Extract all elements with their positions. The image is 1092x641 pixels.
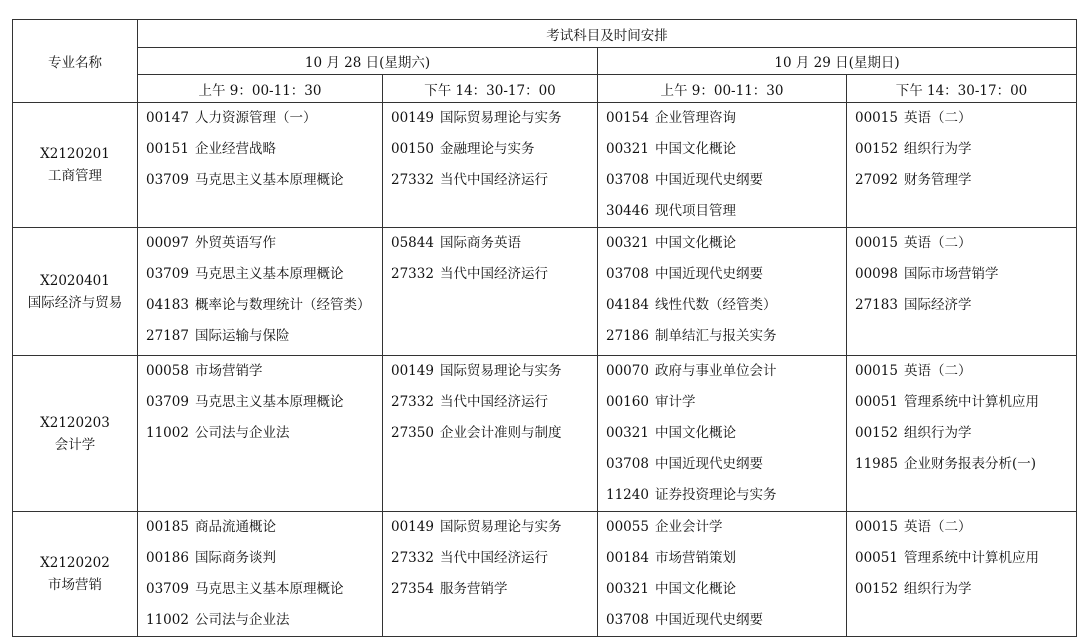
course-name: 中国近现代史纲要 <box>654 266 763 282</box>
course-item <box>847 543 1076 574</box>
course-code: 03709 <box>146 172 189 188</box>
course-item <box>138 543 382 574</box>
course-code: 00149 <box>391 363 434 379</box>
course-name: 中国近现代史纲要 <box>654 456 763 472</box>
slot-cell-oct28-am <box>138 103 383 228</box>
course-code: 27187 <box>146 328 189 344</box>
course-name: 企业会计准则与制度 <box>439 425 562 441</box>
course-code: 27332 <box>391 394 434 410</box>
slot-header-oct28-am: 上午 9：00-11：30 <box>138 75 383 103</box>
course-code: 03709 <box>146 266 189 282</box>
course-name: 证券投资理论与实务 <box>654 487 777 503</box>
slot-cell-oct29-am <box>598 356 847 512</box>
course-name: 国际贸易理论与实务 <box>439 363 562 379</box>
course-name: 政府与事业单位会计 <box>654 363 777 379</box>
course-code: 27332 <box>391 266 434 282</box>
course-item <box>598 512 846 543</box>
major-code: X2020401 <box>40 272 110 289</box>
course-name: 当代中国经济运行 <box>439 394 548 410</box>
course-name: 当代中国经济运行 <box>439 550 548 566</box>
major-cell <box>13 228 138 356</box>
course-code: 00058 <box>146 363 189 379</box>
course-item <box>383 356 597 387</box>
course-name: 组织行为学 <box>903 425 972 441</box>
course-name: 企业经营战略 <box>194 141 276 157</box>
slot-cell-oct29-pm <box>847 228 1077 356</box>
course-item <box>138 103 382 134</box>
major-name: 会计学 <box>54 436 96 453</box>
slot-cell-oct29-am <box>598 512 847 637</box>
major-name: 国际经济与贸易 <box>27 294 123 311</box>
course-name: 中国近现代史纲要 <box>654 612 763 628</box>
major-code: X2120201 <box>40 146 110 162</box>
course-item <box>847 449 1076 480</box>
slot-cell-oct28-pm <box>383 228 598 356</box>
day-header-oct29: 10 月 29 日(星期日) <box>598 48 1077 75</box>
course-name: 企业管理咨询 <box>654 110 736 126</box>
course-code: 00152 <box>855 141 898 157</box>
course-code: 27350 <box>391 425 434 441</box>
course-name: 现代项目管理 <box>654 203 736 219</box>
course-code: 04184 <box>606 297 649 313</box>
course-code: 00321 <box>606 141 649 157</box>
course-name: 马克思主义基本原理概论 <box>194 266 344 282</box>
course-code: 00321 <box>606 425 649 441</box>
course-item <box>598 449 846 480</box>
course-code: 05844 <box>391 235 434 251</box>
slot-cell-oct28-am <box>138 228 383 356</box>
course-name: 中国文化概论 <box>654 235 736 251</box>
course-name: 国际商务英语 <box>439 235 521 251</box>
course-item <box>383 512 597 543</box>
course-code: 00185 <box>146 519 189 535</box>
course-name: 中国文化概论 <box>654 425 736 441</box>
course-code: 27092 <box>855 172 898 188</box>
course-item <box>138 512 382 543</box>
course-code: 04183 <box>146 297 189 313</box>
course-name: 公司法与企业法 <box>194 425 290 441</box>
course-item <box>383 387 597 418</box>
course-item <box>138 165 382 196</box>
course-item <box>598 356 846 387</box>
course-code: 00015 <box>855 519 898 535</box>
course-item <box>847 387 1076 418</box>
slot-header-oct29-pm: 下午 14：30-17：00 <box>847 75 1077 103</box>
course-code: 00321 <box>606 581 649 597</box>
course-item <box>138 418 382 449</box>
course-code: 00150 <box>391 141 434 157</box>
course-name: 英语（二） <box>903 235 972 251</box>
slot-cell-oct28-pm <box>383 356 598 512</box>
course-item <box>847 290 1076 321</box>
slot-cell-oct28-pm <box>383 103 598 228</box>
course-code: 00152 <box>855 581 898 597</box>
table-row <box>13 228 1077 356</box>
course-name: 服务营销学 <box>439 581 508 597</box>
course-code: 00149 <box>391 519 434 535</box>
schedule-body <box>13 103 1077 637</box>
course-item <box>138 134 382 165</box>
course-code: 30446 <box>606 203 649 219</box>
course-item <box>383 543 597 574</box>
course-code: 00097 <box>146 235 189 251</box>
course-code: 27332 <box>391 172 434 188</box>
course-code: 00154 <box>606 110 649 126</box>
course-name: 企业财务报表分析(一) <box>903 456 1036 472</box>
course-item <box>598 259 846 290</box>
course-code: 03709 <box>146 581 189 597</box>
course-item <box>138 387 382 418</box>
course-name: 国际贸易理论与实务 <box>439 519 562 535</box>
course-item <box>847 259 1076 290</box>
course-item <box>383 259 597 290</box>
course-code: 27183 <box>855 297 898 313</box>
major-cell <box>13 356 138 512</box>
course-name: 市场营销策划 <box>654 550 736 566</box>
course-name: 管理系统中计算机应用 <box>903 550 1039 566</box>
course-code: 11985 <box>855 456 898 472</box>
slot-cell-oct29-pm <box>847 356 1077 512</box>
course-code: 00055 <box>606 519 649 535</box>
course-item <box>383 418 597 449</box>
slot-header-oct28-pm: 下午 14：30-17：00 <box>383 75 598 103</box>
course-name: 金融理论与实务 <box>439 141 535 157</box>
course-code: 00098 <box>855 266 898 282</box>
slot-cell-oct29-am <box>598 103 847 228</box>
course-item <box>847 574 1076 605</box>
course-name: 组织行为学 <box>903 581 972 597</box>
course-item <box>598 387 846 418</box>
slot-cell-oct29-am <box>598 228 847 356</box>
course-item <box>598 165 846 196</box>
course-name: 概率论与数理统计（经管类） <box>194 297 371 313</box>
course-item <box>138 356 382 387</box>
course-item <box>598 196 846 227</box>
course-name: 马克思主义基本原理概论 <box>194 394 344 410</box>
major-code: X2120202 <box>40 555 110 571</box>
course-item <box>598 574 846 605</box>
major-cell <box>13 103 138 228</box>
course-item <box>383 165 597 196</box>
course-name: 制单结汇与报关实务 <box>654 328 777 344</box>
course-code: 00015 <box>855 235 898 251</box>
course-code: 00321 <box>606 235 649 251</box>
major-name: 市场营销 <box>48 577 102 593</box>
slot-header-oct29-am: 上午 9：00-11：30 <box>598 75 847 103</box>
course-name: 国际商务谈判 <box>194 550 276 566</box>
course-item <box>383 103 597 134</box>
course-item <box>847 512 1076 543</box>
course-name: 英语（二） <box>903 110 972 126</box>
course-code: 27332 <box>391 550 434 566</box>
course-code: 03708 <box>606 612 649 628</box>
course-name: 商品流通概论 <box>194 519 276 535</box>
course-item <box>138 321 382 352</box>
course-name: 英语（二） <box>903 363 972 379</box>
course-name: 马克思主义基本原理概论 <box>194 172 344 188</box>
course-name: 公司法与企业法 <box>194 612 290 628</box>
course-item <box>598 543 846 574</box>
course-item <box>383 134 597 165</box>
major-code: X2120203 <box>40 414 110 431</box>
course-item <box>138 259 382 290</box>
course-code: 11002 <box>146 425 189 441</box>
course-item <box>847 165 1076 196</box>
course-code: 00149 <box>391 110 434 126</box>
course-name: 当代中国经济运行 <box>439 172 548 188</box>
course-item <box>138 574 382 605</box>
table-row <box>13 512 1077 637</box>
course-name: 中国文化概论 <box>654 141 736 157</box>
course-name: 外贸英语写作 <box>194 235 276 251</box>
course-name: 人力资源管理（一） <box>194 110 317 126</box>
course-name: 国际贸易理论与实务 <box>439 110 562 126</box>
course-name: 企业会计学 <box>654 519 723 535</box>
major-name: 工商管理 <box>48 168 102 184</box>
course-name: 市场营销学 <box>194 363 263 379</box>
course-code: 03708 <box>606 172 649 188</box>
course-code: 00051 <box>855 550 898 566</box>
slot-cell-oct29-pm <box>847 103 1077 228</box>
course-code: 27186 <box>606 328 649 344</box>
slot-cell-oct29-pm <box>847 512 1077 637</box>
course-name: 线性代数（经管类） <box>654 297 777 313</box>
course-name: 国际经济学 <box>903 297 972 313</box>
slot-cell-oct28-am <box>138 356 383 512</box>
course-item <box>598 480 846 511</box>
major-cell <box>13 512 138 637</box>
course-name: 组织行为学 <box>903 141 972 157</box>
course-item <box>598 321 846 352</box>
table-row <box>13 356 1077 512</box>
course-item <box>598 134 846 165</box>
course-name: 马克思主义基本原理概论 <box>194 581 344 597</box>
course-code: 27354 <box>391 581 434 597</box>
course-code: 11002 <box>146 612 189 628</box>
course-code: 00186 <box>146 550 189 566</box>
course-name: 当代中国经济运行 <box>439 266 548 282</box>
course-item <box>598 103 846 134</box>
course-item <box>138 605 382 636</box>
course-item <box>383 574 597 605</box>
course-item <box>598 418 846 449</box>
slot-cell-oct28-am <box>138 512 383 637</box>
course-item <box>598 290 846 321</box>
course-name: 中国近现代史纲要 <box>654 172 763 188</box>
course-item <box>598 605 846 636</box>
table-row <box>13 103 1077 228</box>
course-code: 00015 <box>855 363 898 379</box>
course-name: 财务管理学 <box>903 172 972 188</box>
course-code: 00070 <box>606 363 649 379</box>
course-name: 国际运输与保险 <box>194 328 290 344</box>
course-item <box>847 356 1076 387</box>
course-item <box>847 103 1076 134</box>
course-name: 管理系统中计算机应用 <box>903 394 1039 410</box>
course-code: 00151 <box>146 141 189 157</box>
course-item <box>383 228 597 259</box>
slot-cell-oct28-pm <box>383 512 598 637</box>
course-item <box>138 290 382 321</box>
schedule-group-header: 考试科目及时间安排 <box>138 20 1077 48</box>
course-code: 11240 <box>606 487 649 503</box>
course-name: 国际市场营销学 <box>903 266 999 282</box>
course-name: 中国文化概论 <box>654 581 736 597</box>
course-code: 03708 <box>606 266 649 282</box>
course-code: 00015 <box>855 110 898 126</box>
course-item <box>847 134 1076 165</box>
course-code: 00152 <box>855 425 898 441</box>
course-code: 00184 <box>606 550 649 566</box>
course-name: 英语（二） <box>903 519 972 535</box>
course-name: 审计学 <box>654 394 696 410</box>
course-item <box>598 228 846 259</box>
course-item <box>847 418 1076 449</box>
course-item <box>847 228 1076 259</box>
course-code: 00160 <box>606 394 649 410</box>
course-code: 03709 <box>146 394 189 410</box>
course-code: 00147 <box>146 110 189 126</box>
major-header: 专业名称 <box>13 20 138 103</box>
exam-schedule-table <box>12 19 1077 637</box>
course-code: 03708 <box>606 456 649 472</box>
course-code: 00051 <box>855 394 898 410</box>
course-item <box>138 228 382 259</box>
day-header-oct28: 10 月 28 日(星期六) <box>138 48 598 75</box>
